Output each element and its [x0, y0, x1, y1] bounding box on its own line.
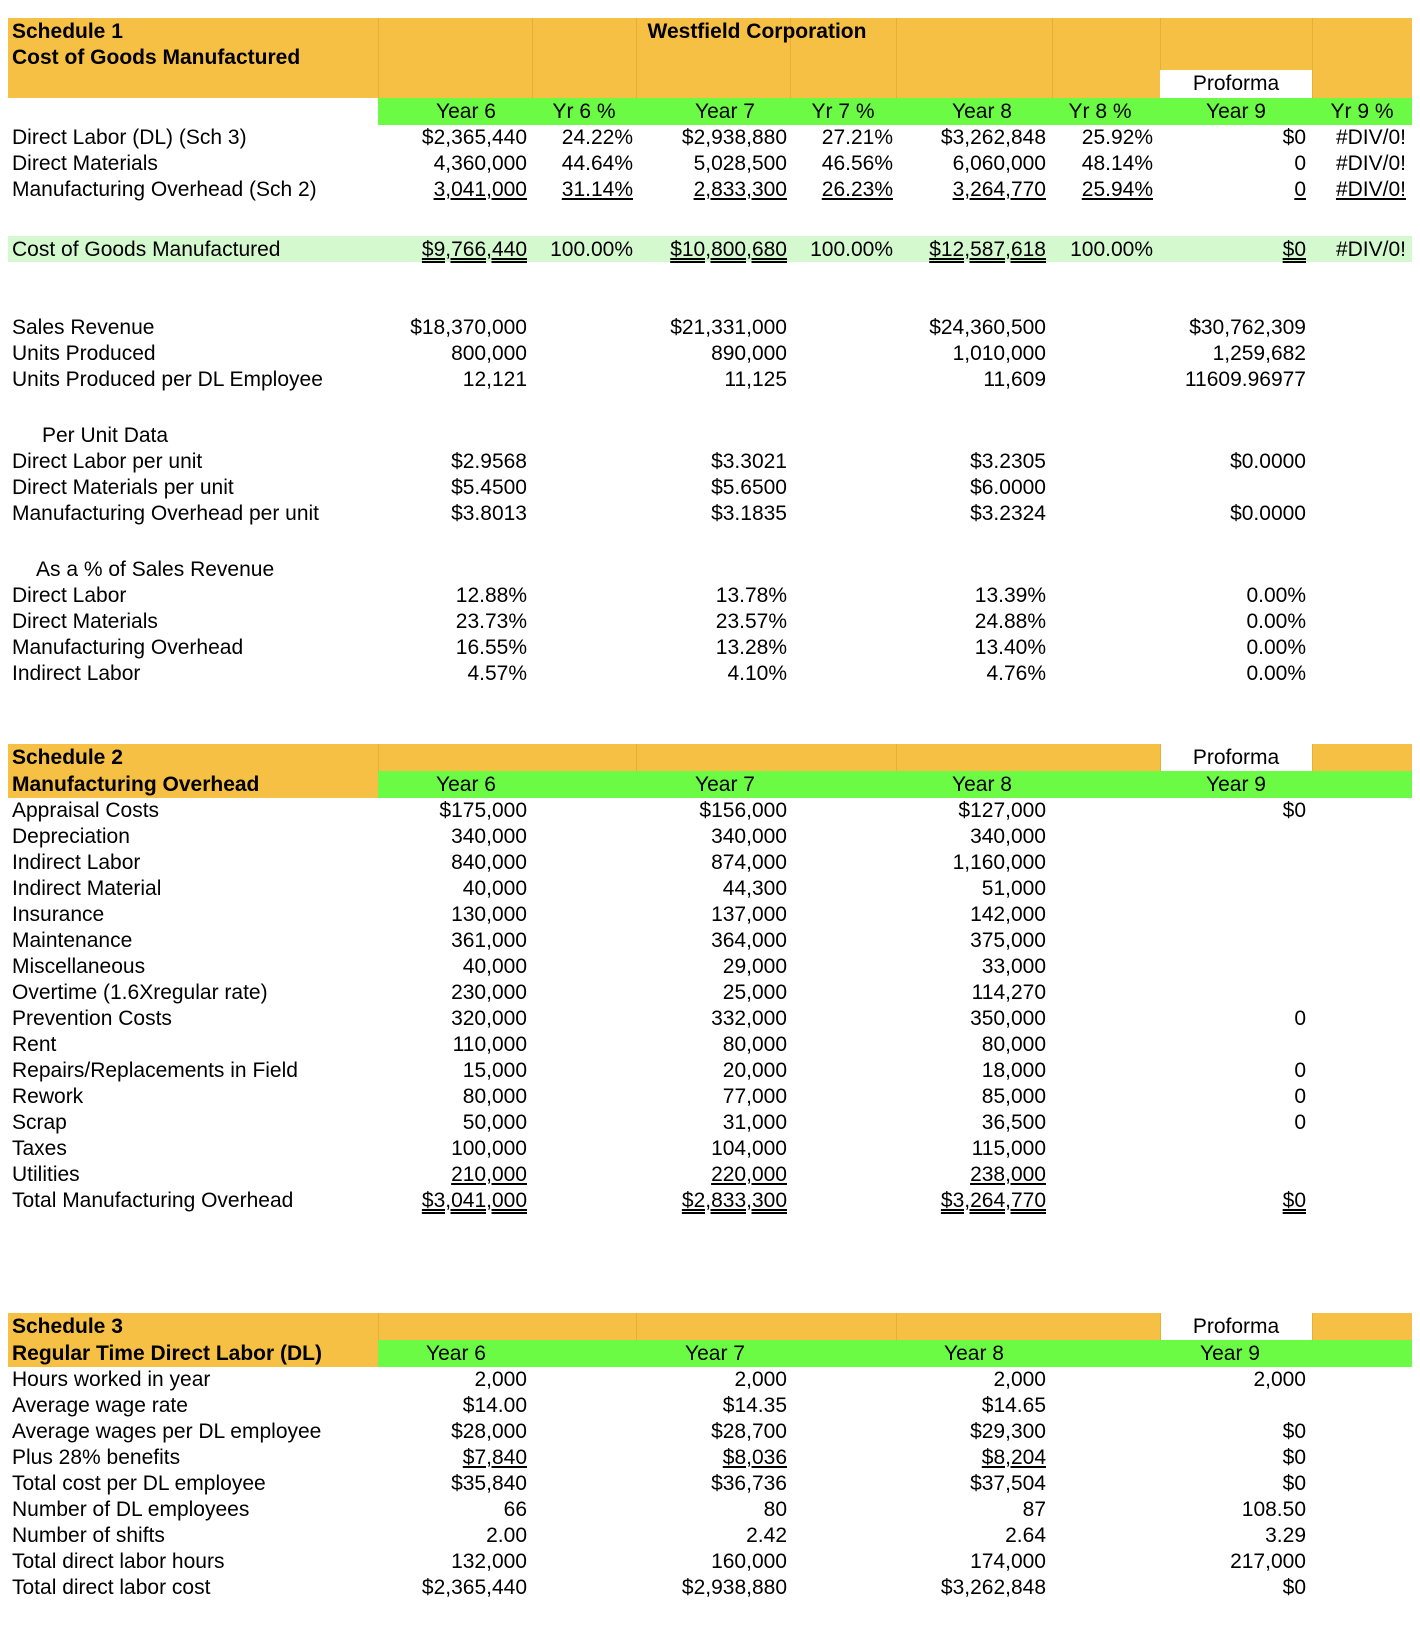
s2-cell: $175,000: [439, 799, 527, 822]
per-unit-cell: $2.9568: [451, 450, 527, 473]
s2-cell: 110,000: [452, 1033, 527, 1056]
s2-cell: 0: [1294, 1085, 1306, 1108]
s2-cell: 340,000: [451, 825, 527, 848]
s3-cell: $8,204: [981, 1446, 1046, 1469]
s2-cell: 0: [1294, 1007, 1306, 1030]
s2-cell: 40,000: [462, 955, 527, 978]
s3-cell: $2,365,440: [421, 1576, 527, 1599]
per-unit-cell: $3.2324: [970, 502, 1046, 525]
s1-stat-cell: 11,609: [983, 368, 1046, 391]
s1-stat-cell: 11,125: [724, 368, 787, 391]
s2-cell: 332,000: [711, 1007, 787, 1030]
s2-cell: $0: [1282, 799, 1306, 822]
s1-stat-cell: $24,360,500: [929, 316, 1046, 339]
grid-line: [378, 1313, 379, 1340]
per-unit-cell: [1006, 474, 1306, 501]
s1-stat-cell: 800,000: [451, 342, 527, 365]
s3-cell: $14.00: [462, 1394, 527, 1417]
s2-row-label: Indirect Labor: [12, 851, 141, 874]
s2-cell: 320,000: [451, 1007, 527, 1030]
s1-cell: 27.21%: [821, 126, 893, 149]
s3-cell: 2,000: [1253, 1368, 1306, 1391]
s1-stat-label: Units Produced: [12, 342, 156, 365]
s3-cell: 2,000: [734, 1368, 787, 1391]
pct-sales-cell: 12.88%: [455, 584, 527, 607]
s2-cell: [1006, 823, 1306, 850]
pct-sales-label: Manufacturing Overhead: [12, 636, 244, 659]
grid-line: [532, 18, 533, 98]
s1-col-header: Yr 6 %: [552, 100, 616, 123]
s2-cell: 350,000: [970, 1007, 1046, 1030]
s1-stat-cell: $30,762,309: [1189, 316, 1306, 339]
s2-cell: [1006, 901, 1306, 928]
s2-cell: 840,000: [451, 851, 527, 874]
per-unit-cell: $3.2305: [970, 450, 1046, 473]
s3-cell: 2.64: [1005, 1524, 1046, 1547]
per-unit-cell: $0.0000: [1230, 502, 1306, 525]
s2-cell: 115,000: [971, 1137, 1046, 1160]
pct-sales-cell: 4.57%: [467, 662, 527, 685]
s1-total-cell: 100.00%: [550, 238, 633, 261]
per-unit-cell: $5.6500: [711, 476, 787, 499]
s1-total-cell: 100.00%: [810, 238, 893, 261]
schedule-1-label: Schedule 1: [12, 20, 123, 43]
pct-sales-cell: 4.10%: [727, 662, 787, 685]
s2-total-cell: $3,041,000: [421, 1189, 527, 1212]
s3-cell: $0: [1282, 1472, 1306, 1495]
s1-total-cell: $9,766,440: [421, 238, 527, 261]
pct-sales-label: Indirect Labor: [12, 662, 141, 685]
s2-row-label: Taxes: [12, 1137, 67, 1160]
s1-cell: 4,360,000: [433, 152, 527, 175]
s2-cell: 142,000: [970, 903, 1046, 926]
s1-total-cell: $10,800,680: [670, 238, 787, 261]
s3-cell: $7,840: [462, 1446, 527, 1469]
s2-cell: 364,000: [711, 929, 787, 952]
s3-cell: $29,300: [970, 1420, 1046, 1443]
s1-cell: #DIV/0!: [1335, 178, 1406, 201]
s2-row-label: Utilities: [12, 1163, 80, 1186]
s1-cell: 5,028,500: [693, 152, 787, 175]
s1-stat-cell: 11609.96977: [1184, 368, 1306, 391]
s3-cell: 174,000: [970, 1550, 1046, 1573]
s2-cell: 80,000: [981, 1033, 1046, 1056]
s1-cell: 46.56%: [821, 152, 893, 175]
s1-cell: 25.92%: [1081, 126, 1153, 149]
s3-col-header: Year 8: [944, 1342, 1004, 1365]
per-unit-label: Direct Labor per unit: [12, 450, 203, 473]
pct-sales-cell: 16.55%: [455, 636, 527, 659]
pct-sales-title: As a % of Sales Revenue: [36, 558, 275, 581]
s3-row-label: Average wages per DL employee: [12, 1420, 322, 1443]
s2-proforma-label: Proforma: [1192, 746, 1280, 769]
s3-cell: 2,000: [993, 1368, 1046, 1391]
s2-cell: [1006, 953, 1306, 980]
s2-cell: $156,000: [699, 799, 787, 822]
grid-line: [896, 744, 897, 771]
s1-cell: $0: [1282, 126, 1306, 149]
s2-cell: 137,000: [711, 903, 787, 926]
s2-cell: 130,000: [451, 903, 527, 926]
s1-cell: 6,060,000: [952, 152, 1046, 175]
s3-cell: 80: [763, 1498, 787, 1521]
s1-total-cell: 100.00%: [1070, 238, 1153, 261]
s2-cell: 361,000: [451, 929, 527, 952]
s2-cell: 874,000: [711, 851, 787, 874]
s2-row-label: Scrap: [12, 1111, 67, 1134]
schedule-2-title: Manufacturing Overhead: [12, 773, 260, 796]
per-unit-cell: $3.1835: [711, 502, 787, 525]
pct-sales-cell: 13.39%: [974, 584, 1046, 607]
pct-sales-cell: 0.00%: [1246, 610, 1306, 633]
s2-cell: 51,000: [981, 877, 1046, 900]
s3-proforma-label: Proforma: [1192, 1315, 1280, 1338]
s3-row-label: Plus 28% benefits: [12, 1446, 181, 1469]
pct-sales-label: Direct Materials: [12, 610, 158, 633]
s2-cell: 80,000: [722, 1033, 787, 1056]
s2-col-header: Year 6: [436, 773, 496, 796]
s2-cell: 85,000: [981, 1085, 1046, 1108]
s1-total-label: Cost of Goods Manufactured: [12, 238, 281, 261]
s3-cell: $0: [1282, 1446, 1306, 1469]
grid-line: [378, 744, 379, 771]
s2-cell: $127,000: [958, 799, 1046, 822]
s3-row-label: Number of DL employees: [12, 1498, 250, 1521]
s3-cell: 87: [1022, 1498, 1046, 1521]
s1-cell: #DIV/0!: [1335, 126, 1406, 149]
s2-cell: 114,270: [971, 981, 1046, 1004]
s1-cell: 0: [1294, 178, 1306, 201]
s3-col-header: Year 6: [426, 1342, 486, 1365]
s2-cell: [1006, 979, 1306, 1006]
pct-sales-cell: 4.76%: [986, 662, 1046, 685]
s2-row-label: Rework: [12, 1085, 84, 1108]
s1-col-header: Yr 8 %: [1068, 100, 1132, 123]
s3-row-label: Total direct labor hours: [12, 1550, 225, 1573]
s3-cell: $28,000: [451, 1420, 527, 1443]
s2-row-label: Appraisal Costs: [12, 799, 160, 822]
s2-cell: [1006, 1161, 1306, 1188]
per-unit-cell: $3.3021: [711, 450, 787, 473]
s3-cell: $8,036: [722, 1446, 787, 1469]
s3-col-header: Year 9: [1200, 1342, 1260, 1365]
s2-cell: 375,000: [970, 929, 1046, 952]
schedule-3-label: Schedule 3: [12, 1315, 123, 1338]
s3-cell: 217,000: [1230, 1550, 1306, 1573]
s2-cell: 33,000: [981, 955, 1046, 978]
s3-row-label: Number of shifts: [12, 1524, 165, 1547]
s1-stat-cell: 12,121: [462, 368, 527, 391]
s2-row-label: Repairs/Replacements in Field: [12, 1059, 298, 1082]
s3-col-header: Year 7: [685, 1342, 745, 1365]
schedule-3-title: Regular Time Direct Labor (DL): [12, 1342, 322, 1365]
s3-cell: 2,000: [474, 1368, 527, 1391]
s1-cell: 26.23%: [821, 178, 893, 201]
s2-col-header: Year 8: [952, 773, 1012, 796]
s2-cell: 18,000: [981, 1059, 1046, 1082]
s1-col-header: Yr 9 %: [1330, 100, 1394, 123]
grid-line: [896, 1313, 897, 1340]
s1-col-header: Year 7: [695, 100, 755, 123]
per-unit-title: Per Unit Data: [42, 424, 169, 447]
s2-cell: 29,000: [722, 955, 787, 978]
s2-cell: 230,000: [451, 981, 527, 1004]
s1-stat-label: Sales Revenue: [12, 316, 155, 339]
s2-row-label: Depreciation: [12, 825, 130, 848]
per-unit-cell: $6.0000: [970, 476, 1046, 499]
s2-total-cell: $0: [1282, 1189, 1306, 1212]
s1-row-label: Direct Labor (DL) (Sch 3): [12, 126, 247, 149]
s1-cell: $2,365,440: [421, 126, 527, 149]
s2-cell: 80,000: [462, 1085, 527, 1108]
s1-col-header: Year 9: [1206, 100, 1266, 123]
pct-sales-cell: 13.78%: [715, 584, 787, 607]
s2-row-label: Rent: [12, 1033, 57, 1056]
s2-cell: 40,000: [462, 877, 527, 900]
per-unit-label: Manufacturing Overhead per unit: [12, 502, 320, 525]
s1-cell: 24.22%: [561, 126, 633, 149]
s2-cell: 77,000: [722, 1085, 787, 1108]
s3-cell: $0: [1282, 1420, 1306, 1443]
s1-cell: $3,262,848: [940, 126, 1046, 149]
s1-total-cell: $0: [1282, 238, 1306, 261]
s2-row-label: Indirect Material: [12, 877, 162, 900]
pct-sales-cell: 13.40%: [974, 636, 1046, 659]
s2-cell: 20,000: [722, 1059, 787, 1082]
s2-col-header: Year 7: [695, 773, 755, 796]
s2-row-label: Overtime (1.6Xregular rate): [12, 981, 268, 1004]
s2-cell: 0: [1294, 1111, 1306, 1134]
s3-row-label: Total cost per DL employee: [12, 1472, 266, 1495]
s2-cell: 104,000: [711, 1137, 787, 1160]
s1-stat-cell: 890,000: [711, 342, 787, 365]
s1-col-header: Year 6: [436, 100, 496, 123]
s2-row-label: Prevention Costs: [12, 1007, 172, 1030]
s3-cell: $35,840: [451, 1472, 527, 1495]
s1-total-cell: #DIV/0!: [1335, 238, 1406, 261]
grid-line: [378, 18, 379, 98]
s1-row-label: Manufacturing Overhead (Sch 2): [12, 178, 317, 201]
s1-cell: 0: [1294, 152, 1306, 175]
pct-sales-cell: 0.00%: [1246, 662, 1306, 685]
s3-row-label: Hours worked in year: [12, 1368, 211, 1391]
s1-cell: 2,833,300: [693, 178, 787, 201]
s2-cell: 36,500: [981, 1111, 1046, 1134]
s1-stat-cell: $18,370,000: [410, 316, 527, 339]
s2-row-label: Insurance: [12, 903, 105, 926]
s3-cell: $28,700: [711, 1420, 787, 1443]
s3-cell: $14.35: [722, 1394, 787, 1417]
schedule-2-label: Schedule 2: [12, 746, 123, 769]
s3-cell: 132,000: [451, 1550, 527, 1573]
s1-col-header: Yr 7 %: [811, 100, 875, 123]
s2-total-cell: $3,264,770: [940, 1189, 1046, 1212]
s2-cell: [1006, 1135, 1306, 1162]
pct-sales-cell: 0.00%: [1246, 636, 1306, 659]
s3-cell: $36,736: [711, 1472, 787, 1495]
s3-cell: 3.29: [1265, 1524, 1306, 1547]
s3-cell: $3,262,848: [940, 1576, 1046, 1599]
s1-cell: 3,041,000: [433, 178, 527, 201]
schedule-1-title: Cost of Goods Manufactured: [12, 46, 301, 69]
s3-cell: $37,504: [970, 1472, 1046, 1495]
pct-sales-cell: 23.57%: [715, 610, 787, 633]
s1-cell: 3,264,770: [952, 178, 1046, 201]
s3-row-label: Average wage rate: [12, 1394, 188, 1417]
s2-cell: 100,000: [451, 1137, 527, 1160]
s2-cell: 340,000: [711, 825, 787, 848]
s2-cell: 44,300: [722, 877, 787, 900]
s2-cell: 50,000: [462, 1111, 527, 1134]
s2-total-label: Total Manufacturing Overhead: [12, 1189, 294, 1212]
s1-row-label: Direct Materials: [12, 152, 158, 175]
s3-cell: 108.50: [1241, 1498, 1306, 1521]
s3-cell: 160,000: [711, 1550, 787, 1573]
s2-cell: [1006, 875, 1306, 902]
s1-cell: 44.64%: [561, 152, 633, 175]
s1-col-header: Year 8: [952, 100, 1012, 123]
s1-cell: 48.14%: [1081, 152, 1153, 175]
s1-stat-cell: $21,331,000: [670, 316, 787, 339]
s2-cell: 25,000: [722, 981, 787, 1004]
s2-cell: [1006, 849, 1306, 876]
s2-total-cell: $2,833,300: [681, 1189, 787, 1212]
s2-row-label: Maintenance: [12, 929, 133, 952]
s3-cell: $0: [1282, 1576, 1306, 1599]
pct-sales-cell: 13.28%: [715, 636, 787, 659]
s1-cell: 31.14%: [561, 178, 633, 201]
per-unit-cell: $0.0000: [1230, 450, 1306, 473]
s3-row-label: Total direct labor cost: [12, 1576, 211, 1599]
s2-cell: 0: [1294, 1059, 1306, 1082]
s3-cell: $14.65: [981, 1394, 1046, 1417]
s1-stat-cell: 1,010,000: [952, 342, 1046, 365]
pct-sales-cell: 23.73%: [455, 610, 527, 633]
s1-cell: #DIV/0!: [1335, 152, 1406, 175]
s2-cell: 15,000: [462, 1059, 527, 1082]
s2-cell: [1006, 927, 1306, 954]
s2-cell: 210,000: [451, 1163, 527, 1186]
pct-sales-cell: 24.88%: [974, 610, 1046, 633]
s2-cell: 220,000: [711, 1163, 787, 1186]
company-name: Westfield Corporation: [647, 20, 867, 43]
s3-cell: 2.00: [486, 1524, 527, 1547]
per-unit-cell: $5.4500: [451, 476, 527, 499]
pct-sales-label: Direct Labor: [12, 584, 127, 607]
s1-cell: $2,938,880: [681, 126, 787, 149]
s2-row-label: Miscellaneous: [12, 955, 146, 978]
grid-line: [1052, 18, 1053, 98]
s2-cell: [1006, 1031, 1306, 1058]
s2-cell: 340,000: [970, 825, 1046, 848]
grid-line: [636, 1313, 637, 1340]
s1-cell: 25.94%: [1081, 178, 1153, 201]
s3-cell: 66: [503, 1498, 527, 1521]
grid-line: [636, 744, 637, 771]
s2-cell: 238,000: [970, 1163, 1046, 1186]
s3-cell: [1006, 1392, 1306, 1419]
per-unit-cell: $3.8013: [451, 502, 527, 525]
s1-stat-cell: 1,259,682: [1212, 342, 1306, 365]
s3-cell: 2.42: [746, 1524, 787, 1547]
s1-stat-label: Units Produced per DL Employee: [12, 368, 323, 391]
s1-total-cell: $12,587,618: [929, 238, 1046, 261]
s2-col-header: Year 9: [1206, 773, 1266, 796]
pct-sales-cell: 0.00%: [1246, 584, 1306, 607]
per-unit-label: Direct Materials per unit: [12, 476, 234, 499]
s3-cell: $2,938,880: [681, 1576, 787, 1599]
s2-cell: 1,160,000: [952, 851, 1046, 874]
s1-proforma-label: Proforma: [1192, 72, 1280, 95]
s2-cell: 31,000: [722, 1111, 787, 1134]
